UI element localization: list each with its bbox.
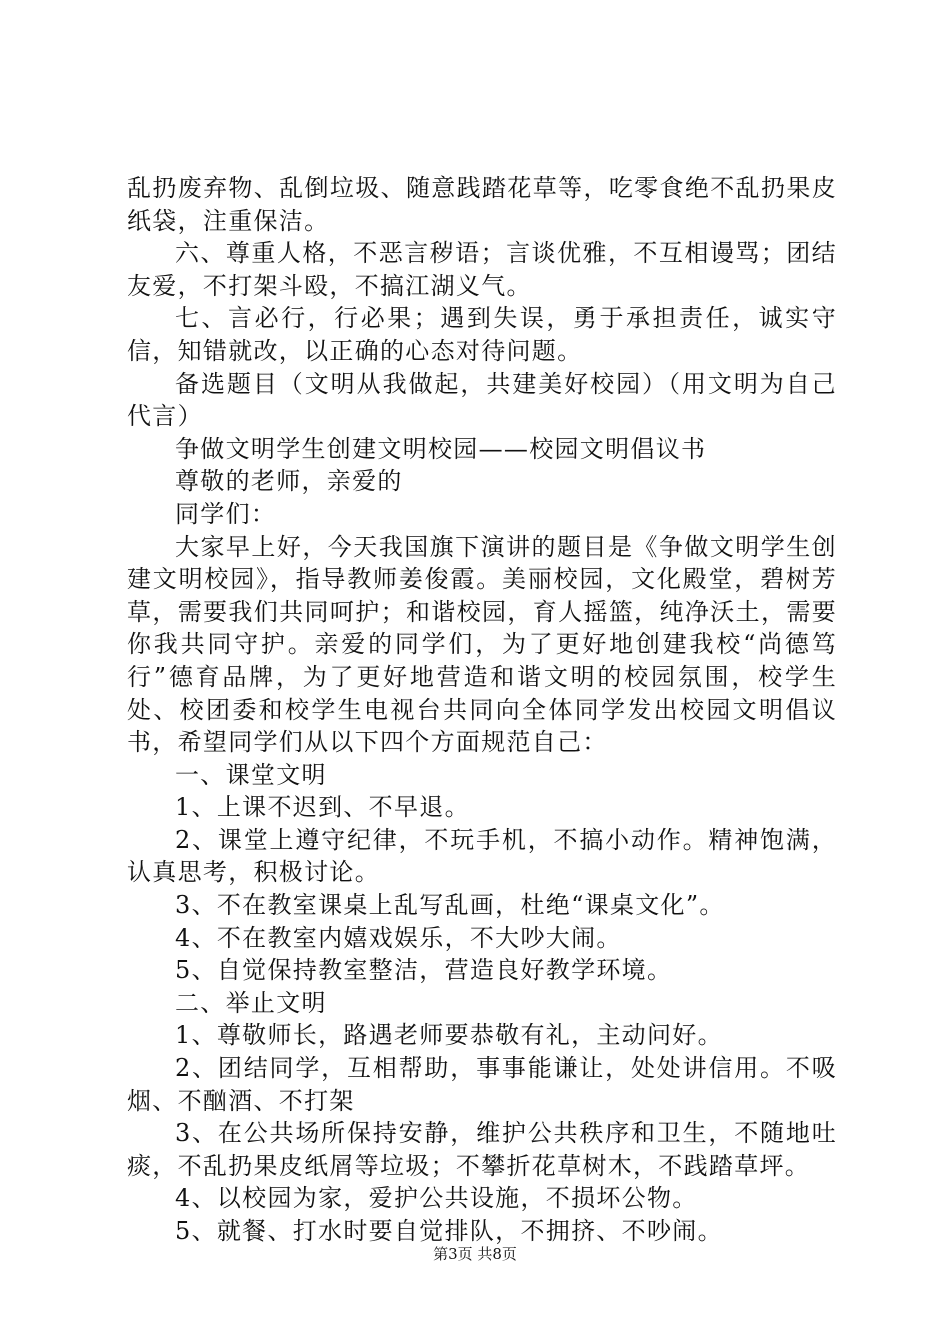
paragraph: 六、尊重人格，不恶言秽语；言谈优雅，不互相谩骂；团结友爱，不打架斗殴，不搞江湖义气。 bbox=[127, 239, 837, 300]
paragraph: 二、举止文明 bbox=[175, 988, 327, 1017]
paragraph: 1、上课不迟到、不早退。 bbox=[175, 793, 470, 822]
paragraph: 3、在公共场所保持安静，维护公共秩序和卫生，不随地吐痰，不乱扔果皮纸屑等垃圾；不攀折花草树木，不践踏草坪。 bbox=[127, 1119, 837, 1180]
paragraph: 4、不在教室内嬉戏娱乐，不大吵大闹。 bbox=[175, 923, 622, 952]
paragraph: 2、课堂上遵守纪律，不玩手机，不搞小动作。精神饱满，认真思考，积极讨论。 bbox=[127, 825, 837, 887]
paragraph: 4、以校园为家，爱护公共设施，不损坏公物。 bbox=[175, 1184, 698, 1213]
document-body bbox=[127, 172, 837, 1248]
paragraph: 5、就餐、打水时要自觉排队，不拥挤、不吵闹。 bbox=[175, 1217, 723, 1245]
paragraph: 乱扔废弃物、乱倒垃圾、随意践踏花草等，吃零食绝不乱扔果皮纸袋，注重保洁。 bbox=[127, 174, 837, 235]
page-number-label: 第3页 共8页 bbox=[433, 1245, 517, 1263]
paragraph: 备选题目（文明从我做起，共建美好校园）（用文明为自己代言） bbox=[127, 369, 837, 431]
paragraph: 争做文明学生创建文明校园——校园文明倡议书 bbox=[175, 434, 707, 463]
paragraph: 尊敬的老师，亲爱的 bbox=[175, 467, 403, 496]
paragraph: 3、不在教室课桌上乱写乱画，杜绝“课桌文化”。 bbox=[175, 891, 725, 920]
paragraph: 同学们： bbox=[175, 499, 277, 528]
paragraph: 大家早上好，今天我国旗下演讲的题目是《争做文明学生创建文明校园》，指导教师姜俊霞。美丽校园，文化殿堂，碧树芳草，需要我们共同呵护；和谐校园，育人摇篮，纯净沃土，需要你我共同守护。亲爱的同学们，为了更好地创建我校“尚德笃行”德育品牌，为了更好地营造和谐文明的校园氛围，校学生处、校团委和校学生电视台共同向全体同学发出校园文明倡议书，希望同学们从以下四个方面规范自己： bbox=[127, 532, 837, 757]
paragraph: 1、尊敬师长，路遇老师要恭敬有礼，主动问好。 bbox=[175, 1021, 723, 1050]
paragraph: 一、课堂文明 bbox=[175, 760, 327, 789]
paragraph: 5、自觉保持教室整洁，营造良好教学环境。 bbox=[175, 956, 673, 985]
page-footer bbox=[0, 1244, 950, 1264]
paragraph: 2、团结同学，互相帮助，事事能谦让，处处讲信用。不吸烟、不酗酒、不打架 bbox=[127, 1054, 837, 1115]
paragraph: 七、言必行，行必果；遇到失误，勇于承担责任，诚实守信，知错就改，以正确的心态对待问题。 bbox=[127, 304, 837, 365]
